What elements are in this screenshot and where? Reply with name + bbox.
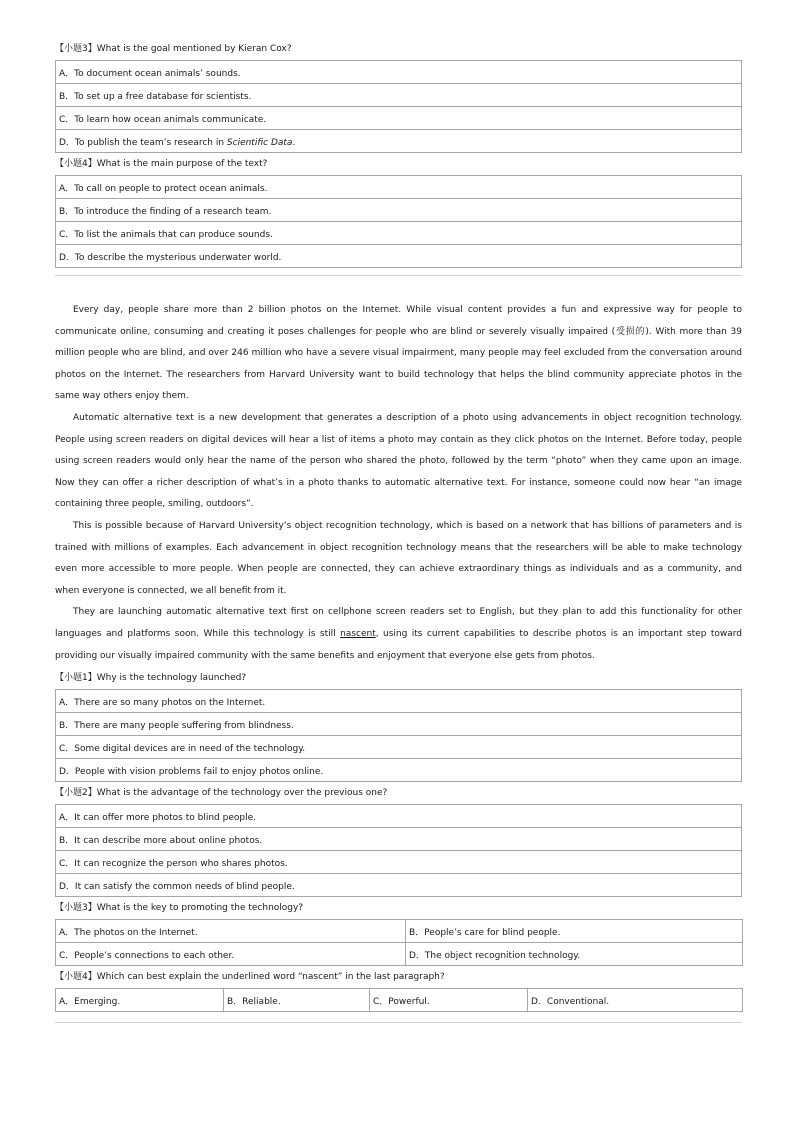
option-d[interactable]: D．To describe the mysterious underwater world. [56,245,742,268]
paragraph-3: This is possible because of Harvard University’s object recognition technology, which is based on a network that has billions of parameters and is trained with millions of examples. Each advancement in object recognition technology means that the researchers will be able to make technology even more accessible to more people. When people are connected, they can achieve extraordinary things as individuals and as a community, and when everyone is connected, we all benefit from it. [55,520,742,596]
option-a[interactable]: A．To call on people to protect ocean animals. [56,176,742,199]
paragraph-1: Every day, people share more than 2 billion photos on the Internet. While visual content provides a fun and expressive way for people to communicate online, consuming and creating it poses challenges for people who are blind or severely visually impaired (受损的). With more than 39 million people who are blind, and over 246 million who have a severe visual impairment, many people may feel excluded from the conversation around photos on the Internet. The researchers from Harvard University want to build technology that helps the blind community appreciate photos in the same way others enjoy them. [55,305,742,402]
question-stem: 【小题3】What is the goal mentioned by Kieran Cox? [55,44,292,54]
paragraph-4 [55,602,742,667]
option-d-italic: Scientific Data [226,137,293,148]
option-d[interactable]: D．People with vision problems fail to enjoy photos online. [56,759,742,782]
option-a[interactable]: A．Emerging. [56,989,224,1012]
option-a[interactable]: A．There are so many photos on the Internet. [56,690,742,713]
option-b[interactable]: B．To introduce the finding of a research team. [56,199,742,222]
option-d[interactable]: D．It can satisfy the common needs of blind people. [56,874,742,897]
options-table [55,988,743,1012]
option-d-end: . [292,137,296,148]
paragraph-4-start: They are launching automatic alternative text first on cellphone screen readers set to English, but they plan to add this functionality for other languages and platforms soon. While this technology is still [55,607,742,639]
reading-passage [55,300,742,667]
section-divider [55,1022,742,1023]
option-b[interactable]: B．People’s care for blind people. [406,920,743,943]
option-c[interactable]: C．People’s connections to each other. [56,943,406,966]
option-b[interactable]: B．Reliable. [224,989,370,1012]
option-b[interactable]: B．It can describe more about online photos. [56,828,742,851]
options-table [55,804,742,897]
worksheet-page [55,38,742,1023]
option-a[interactable]: A．It can offer more photos to blind people. [56,805,742,828]
question-stem: 【小题4】What is the main purpose of the text? [55,159,268,169]
option-b[interactable]: B．There are many people suffering from blindness. [56,713,742,736]
underlined-word: nascent [340,628,376,639]
option-c[interactable]: C．To list the animals that can produce sounds. [56,222,742,245]
question-stem: 【小题1】Why is the technology launched? [55,673,247,684]
options-table [55,175,742,268]
question-stem: 【小题4】Which can best explain the underlined word “nascent” in the last paragraph? [55,972,445,983]
option-c[interactable]: C．Powerful. [370,989,528,1012]
section-divider [55,275,742,276]
question-stem: 【小题2】What is the advantage of the technology over the previous one? [55,788,388,799]
option-a[interactable]: A．To document ocean animals’ sounds. [56,61,742,84]
options-table [55,689,742,782]
options-table [55,60,742,153]
question-stem: 【小题3】What is the key to promoting the technology? [55,903,304,914]
option-d[interactable]: D．The object recognition technology. [406,943,743,966]
option-c[interactable]: C．Some digital devices are in need of the technology. [56,736,742,759]
option-b[interactable]: B．To set up a free database for scientists. [56,84,742,107]
option-a[interactable]: A．The photos on the Internet. [56,920,406,943]
option-d[interactable]: D．Conventional. [528,989,743,1012]
option-c[interactable]: C．To learn how ocean animals communicate. [56,107,742,130]
option-c[interactable]: C．It can recognize the person who shares photos. [56,851,742,874]
option-d-text: D．To publish the team’s research in [59,137,227,148]
paragraph-4-end: , using its current capabilities to describe photos is an important step toward providing our visually impaired community with the same benefits and enjoyment that everyone else gets from photos. [55,628,743,661]
paragraph-2: Automatic alternative text is a new development that generates a description of a photo using advancements in object recognition technology. People using screen readers on digital devices will hear a list of items a photo may contain as they click photos on the Internet. Before today, people using screen readers would only hear the name of the person who shared the photo, followed by the term “photo” when they came upon an image. Now they can offer a richer description of what’s in a photo thanks to automatic alternative text. For instance, someone could now hear “an image containing three people, smiling, outdoors”. [55,412,742,510]
option-d[interactable] [56,130,742,153]
options-table [55,919,743,966]
